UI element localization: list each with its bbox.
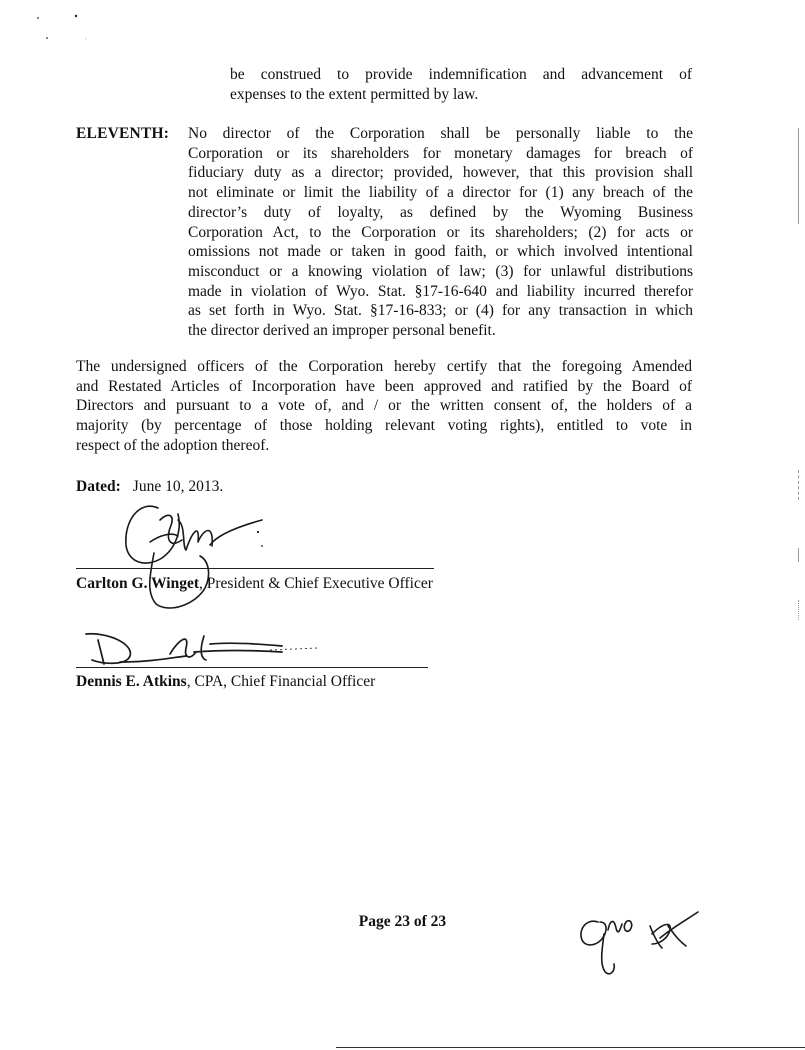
dated-label: Dated: — [76, 478, 121, 495]
text-line: Corporation Act, to the Corporation or its shareholders; (2) for acts or — [188, 223, 693, 241]
text-line: respect of the adoption thereof. — [76, 436, 270, 454]
text-line: misconduct or a knowing violation of law; (3) for unlawful distributions — [188, 262, 693, 280]
text-line: be construed to provide indemnification and advancement of — [230, 66, 692, 83]
text-line: made in violation of Wyo. Stat. §17-16-640 and liability incurred therefor — [188, 282, 693, 300]
text-line: No director of the Corporation shall be personally liable to the — [188, 125, 693, 142]
text-line: not eliminate or limit the liability of a director for (1) any breach of the — [188, 184, 693, 202]
scan-edge-mark — [798, 470, 799, 500]
signatory-title: , President & Chief Executive Officer — [199, 575, 433, 592]
text-line: majority (by percentage of those holding relevant voting rights), entitled to vote in — [76, 417, 692, 435]
text-line: omissions not made or taken in good faith, or which involved intentional — [188, 243, 693, 261]
article-label: ELEVENTH: — [76, 125, 170, 142]
signatory-title: , CPA, Chief Financial Officer — [186, 673, 376, 690]
text-line: expenses to the extent permitted by law. — [230, 85, 479, 103]
scan-bottom-rule — [336, 1047, 805, 1048]
text-line: and Restated Articles of Incorporation have been approved and ratified by the Board of — [76, 377, 692, 395]
text-line: Directors and pursuant to a vote of, and / or the written consent of, the holders of a — [76, 397, 692, 415]
text-line: as set forth in Wyo. Stat. §17-16-833; or (4) for any transaction in which — [188, 302, 693, 320]
scan-edge-mark — [798, 128, 799, 224]
signatory-name: Carlton G. Winget — [76, 575, 200, 592]
text-line: fiduciary duty as a director; provided, however, that this provision shall — [188, 164, 693, 182]
page-number: Page 23 of 23 — [358, 913, 447, 930]
text-line: director’s duty of loyalty, as defined by the Wyoming Business — [188, 203, 693, 221]
text-line: The undersigned officers of the Corporation hereby certify that the foregoing Amended — [76, 358, 692, 375]
text-line: the director derived an improper personal benefit. — [188, 322, 496, 340]
signatory-name: Dennis E. Atkins — [76, 673, 187, 690]
scan-edge-mark — [798, 548, 799, 562]
dated-value: June 10, 2013. — [132, 478, 224, 495]
scan-edge-mark — [798, 600, 799, 620]
text-line: Corporation or its shareholders for monetary damages for breach of — [188, 144, 693, 162]
